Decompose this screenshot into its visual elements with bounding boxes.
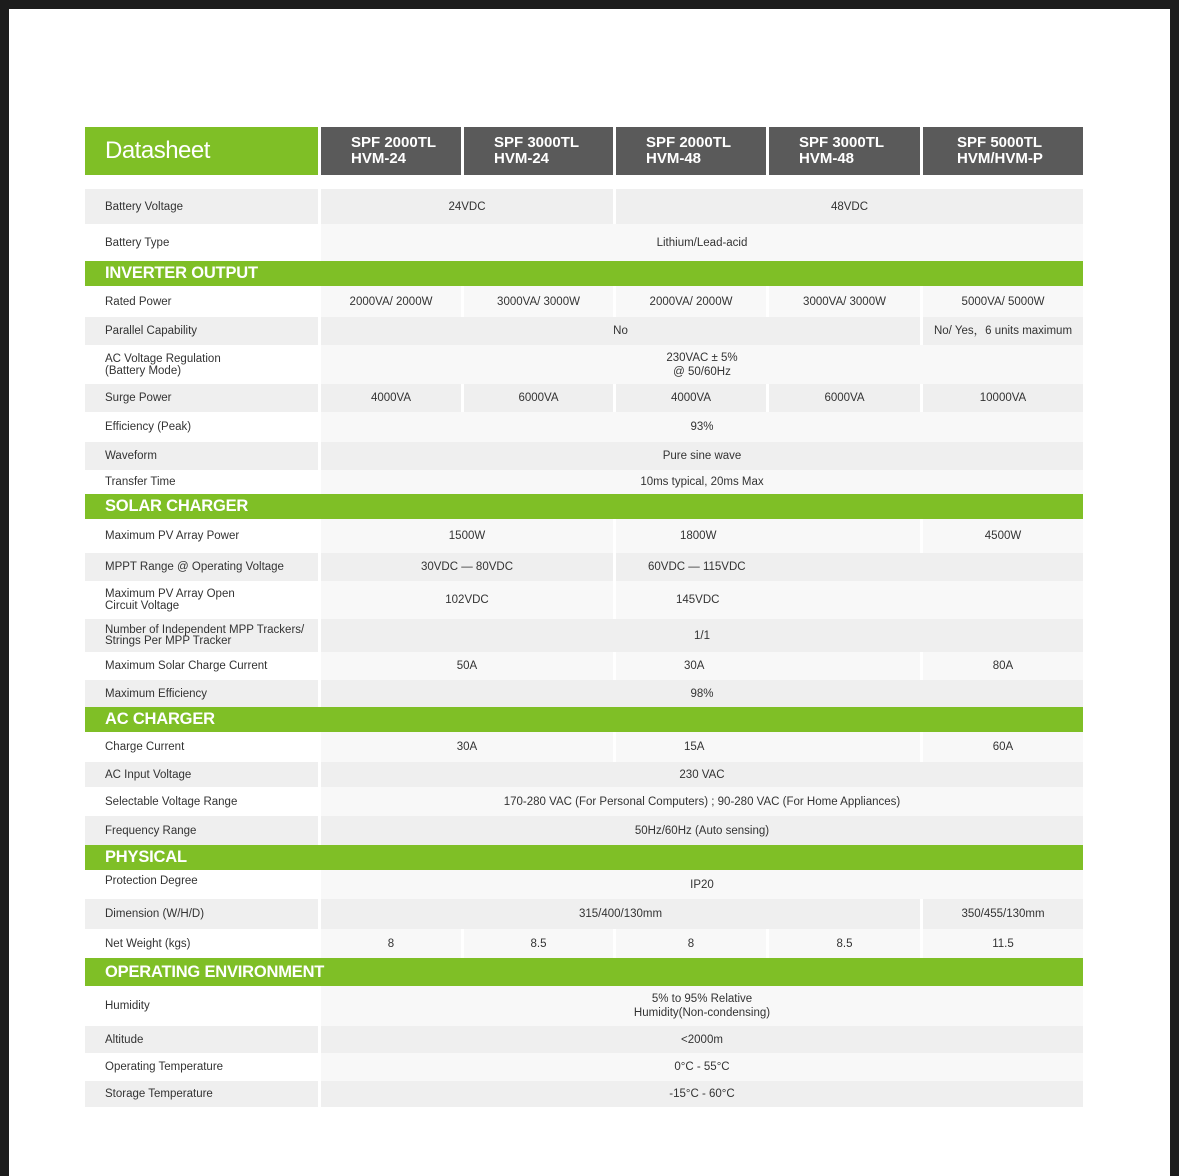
spec-row bbox=[85, 652, 1083, 680]
model-header bbox=[464, 127, 613, 175]
model-name: SPF 2000TL bbox=[646, 134, 732, 151]
spec-value: 145VDC bbox=[616, 581, 1083, 619]
spec-value: 170-280 VAC (For Personal Computers) ; 90-280 VAC (For Home Appliances) bbox=[321, 787, 1083, 816]
model-name: SPF 2000TL bbox=[351, 134, 437, 151]
spec-label: Humidity bbox=[85, 986, 318, 1026]
spec-value-line: 230VAC ± 5% bbox=[666, 351, 738, 364]
spec-value: 3000VA/ 3000W bbox=[769, 286, 920, 317]
spec-label: Net Weight (kgs) bbox=[85, 929, 318, 958]
spec-value: 230 VAC bbox=[321, 762, 1083, 787]
spec-value: 4000VA bbox=[321, 384, 461, 412]
spec-value: 8 bbox=[616, 929, 766, 958]
spec-value: 30A bbox=[616, 652, 920, 680]
spec-row bbox=[85, 619, 1083, 652]
spec-value: 15A bbox=[616, 732, 920, 762]
spec-value: 50A bbox=[321, 652, 613, 680]
spec-label: Protection Degree bbox=[85, 870, 318, 899]
model-name: SPF 3000TL bbox=[494, 134, 580, 151]
spec-value: 80A bbox=[923, 652, 1083, 680]
spec-label: Surge Power bbox=[85, 384, 318, 412]
spec-row bbox=[85, 519, 1083, 553]
spec-row bbox=[85, 1026, 1083, 1053]
spec-label: Selectable Voltage Range bbox=[85, 787, 318, 816]
spec-label: Storage Temperature bbox=[85, 1081, 318, 1107]
spec-row bbox=[85, 470, 1083, 494]
spec-row bbox=[85, 732, 1083, 762]
spec-value: 30VDC — 80VDC bbox=[321, 553, 613, 581]
spec-row bbox=[85, 286, 1083, 317]
model-variant: HVM/HVM-P bbox=[957, 150, 1043, 167]
spec-row bbox=[85, 816, 1083, 845]
model-name: SPF 3000TL bbox=[799, 134, 885, 151]
spec-value: 10ms typical, 20ms Max bbox=[321, 470, 1083, 494]
spec-value: 0°C - 55°C bbox=[321, 1053, 1083, 1081]
spec-label: Efficiency (Peak) bbox=[85, 412, 318, 442]
spec-label: Battery Voltage bbox=[85, 189, 318, 224]
page bbox=[9, 9, 1170, 1176]
spec-value: 10000VA bbox=[923, 384, 1083, 412]
spec-label-line: Circuit Voltage bbox=[105, 600, 180, 612]
spec-value: 3000VA/ 3000W bbox=[464, 286, 613, 317]
spec-value: No/ Yes，6 units maximum bbox=[923, 317, 1083, 345]
spec-label-line: Number of Independent MPP Trackers/ bbox=[105, 623, 305, 636]
header-row bbox=[85, 127, 1083, 177]
spec-value: IP20 bbox=[321, 870, 1083, 899]
spec-value bbox=[321, 986, 1083, 1026]
spec-value: 2000VA/ 2000W bbox=[321, 286, 461, 317]
spec-label: MPPT Range @ Operating Voltage bbox=[85, 553, 318, 581]
spec-value: 6000VA bbox=[464, 384, 613, 412]
spec-value: 8 bbox=[321, 929, 461, 958]
spec-row bbox=[85, 762, 1083, 787]
spec-row bbox=[85, 345, 1083, 384]
spec-value: 102VDC bbox=[321, 581, 613, 619]
spec-value: 1800W bbox=[616, 519, 920, 553]
spec-value: 4000VA bbox=[616, 384, 766, 412]
spec-label: Altitude bbox=[85, 1026, 318, 1053]
spec-label-line: AC Voltage Regulation bbox=[105, 352, 221, 365]
spec-label: AC Input Voltage bbox=[85, 762, 318, 787]
spec-label bbox=[85, 619, 318, 652]
spec-value: No bbox=[321, 317, 920, 345]
spec-label: Maximum PV Array Power bbox=[85, 519, 318, 553]
spec-value: 4500W bbox=[923, 519, 1083, 553]
spec-label bbox=[85, 581, 318, 619]
spec-label: Operating Temperature bbox=[85, 1053, 318, 1081]
spec-row bbox=[85, 1053, 1083, 1081]
spec-value: 24VDC bbox=[321, 189, 613, 224]
model-variant: HVM-48 bbox=[799, 150, 855, 167]
spec-label-line: (Battery Mode) bbox=[105, 364, 182, 377]
spec-value-line: @ 50/60Hz bbox=[673, 365, 731, 378]
model-header bbox=[321, 127, 461, 175]
spec-row bbox=[85, 384, 1083, 412]
section-inverter-output: INVERTER OUTPUT bbox=[85, 261, 1083, 286]
spec-row bbox=[85, 412, 1083, 442]
spec-value: <2000m bbox=[321, 1026, 1083, 1053]
spec-label: Parallel Capability bbox=[85, 317, 318, 345]
section-operating-environment: OPERATING ENVIRONMENT bbox=[85, 958, 1083, 986]
spec-label: Maximum Solar Charge Current bbox=[85, 652, 318, 680]
spec-value: 98% bbox=[321, 680, 1083, 707]
spec-value: 2000VA/ 2000W bbox=[616, 286, 766, 317]
model-name: SPF 5000TL bbox=[957, 134, 1043, 151]
spec-row bbox=[85, 899, 1083, 929]
spec-row bbox=[85, 224, 1083, 261]
datasheet-table bbox=[85, 127, 1083, 1107]
spec-row bbox=[85, 680, 1083, 707]
spec-row bbox=[85, 189, 1083, 224]
spec-value: 93% bbox=[321, 412, 1083, 442]
spec-row bbox=[85, 442, 1083, 470]
spec-value: -15°C - 60°C bbox=[321, 1081, 1083, 1107]
model-variant: HVM-48 bbox=[646, 150, 702, 167]
spec-row bbox=[85, 553, 1083, 581]
model-header bbox=[923, 127, 1083, 175]
spec-label: Rated Power bbox=[85, 286, 318, 317]
spec-value: 11.5 bbox=[923, 929, 1083, 958]
model-variant: HVM-24 bbox=[351, 150, 407, 167]
spec-label-line: Strings Per MPP Tracker bbox=[105, 634, 232, 647]
spec-value: 315/400/130mm bbox=[321, 899, 920, 929]
spec-value: 1/1 bbox=[321, 619, 1083, 652]
spec-row bbox=[85, 929, 1083, 958]
spec-label: Transfer Time bbox=[85, 470, 318, 494]
spec-value: 8.5 bbox=[769, 929, 920, 958]
spec-value: 60A bbox=[923, 732, 1083, 762]
spec-value: Lithium/Lead-acid bbox=[321, 224, 1083, 261]
spec-row bbox=[85, 1081, 1083, 1107]
spec-row bbox=[85, 787, 1083, 816]
spec-value: 48VDC bbox=[616, 189, 1083, 224]
spec-value: 60VDC — 115VDC bbox=[616, 553, 1083, 581]
spec-value: 8.5 bbox=[464, 929, 613, 958]
spec-label: Dimension (W/H/D) bbox=[85, 899, 318, 929]
section-physical: PHYSICAL bbox=[85, 845, 1083, 870]
section-ac-charger: AC CHARGER bbox=[85, 707, 1083, 732]
spec-value: 30A bbox=[321, 732, 613, 762]
spec-row bbox=[85, 581, 1083, 619]
spec-value: 350/455/130mm bbox=[923, 899, 1083, 929]
spec-label: Waveform bbox=[85, 442, 318, 470]
model-variant: HVM-24 bbox=[494, 150, 550, 167]
spec-label-line: Maximum PV Array Open bbox=[105, 588, 235, 600]
spec-row bbox=[85, 986, 1083, 1026]
spec-label: Charge Current bbox=[85, 732, 318, 762]
model-header bbox=[616, 127, 766, 175]
spec-value: 1500W bbox=[321, 519, 613, 553]
spec-value: 6000VA bbox=[769, 384, 920, 412]
spec-value-line: Humidity(Non-condensing) bbox=[633, 1007, 771, 1019]
spec-label: Maximum Efficiency bbox=[85, 680, 318, 707]
spec-value: Pure sine wave bbox=[321, 442, 1083, 470]
spec-row bbox=[85, 870, 1083, 899]
spec-row bbox=[85, 317, 1083, 345]
spec-value-line: 5% to 95% Relative bbox=[651, 993, 753, 1005]
datasheet-title: Datasheet bbox=[85, 127, 318, 175]
spec-value: 50Hz/60Hz (Auto sensing) bbox=[321, 816, 1083, 845]
section-solar-charger: SOLAR CHARGER bbox=[85, 494, 1083, 519]
spec-value bbox=[321, 345, 1083, 384]
spec-label: Battery Type bbox=[85, 224, 318, 261]
spec-label bbox=[85, 345, 318, 384]
spec-label: Frequency Range bbox=[85, 816, 318, 845]
model-header bbox=[769, 127, 920, 175]
spec-value: 5000VA/ 5000W bbox=[923, 286, 1083, 317]
